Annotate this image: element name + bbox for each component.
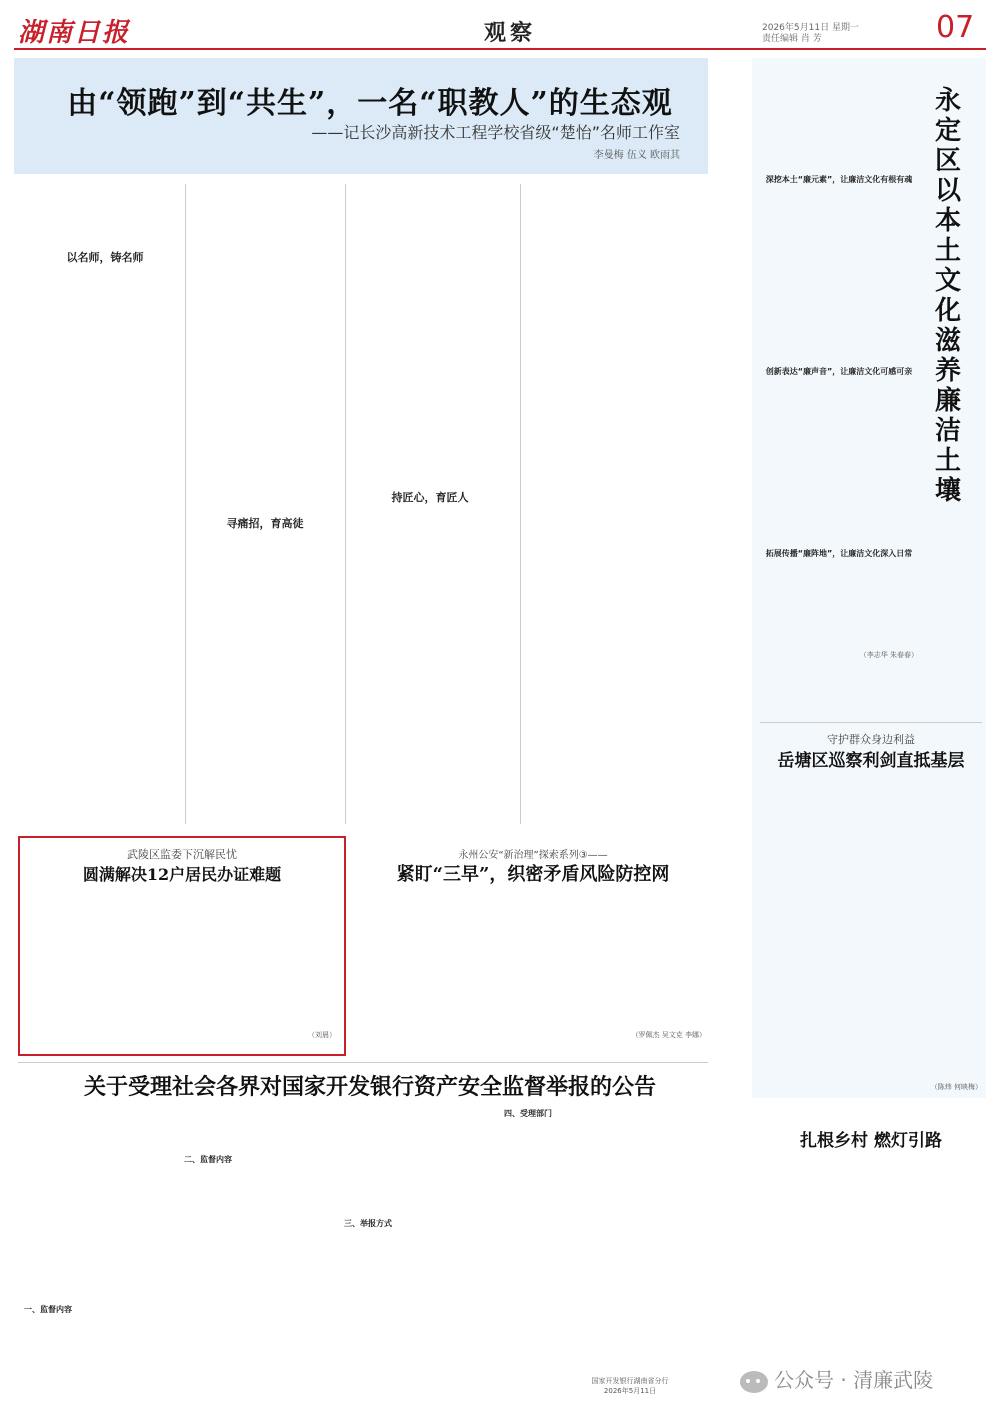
mid-article-signature: （罗佩杰 吴文克 李娜） xyxy=(631,1031,706,1039)
boxed-article-body xyxy=(188,890,336,1050)
sidebar-signature: （李志华 朱春春） xyxy=(859,651,918,659)
watermark-text: 公众号 · 清廉武陵 xyxy=(774,1368,934,1392)
mid-article-body xyxy=(366,890,532,1050)
notice-column-4 xyxy=(504,1104,704,1394)
masthead xyxy=(14,10,986,50)
mid-article-kicker: 永州公安“新治理”探索系列③—— xyxy=(458,850,608,861)
column-rule xyxy=(520,184,521,824)
sidebar-vertical-title: 永定区以本土文化滋养廉洁土壤 xyxy=(934,86,961,506)
right-article2-body xyxy=(760,1154,982,1354)
lead-column-4 xyxy=(530,184,700,824)
lead-section-head: 以名师，铸名师 xyxy=(66,251,144,264)
lead-subtitle: ——记长沙高新技术工程学校省级“楚怡”名师工作室 xyxy=(311,123,680,142)
right-article-kicker: 守护群众身边利益 xyxy=(827,733,915,746)
right-article-body xyxy=(760,772,982,1102)
right-article-title: 岳塘区巡察利剑直抵基层 xyxy=(777,751,965,771)
section-rule xyxy=(760,722,982,723)
sidebar-section-head: 深挖本土“廉元素”，让廉洁文化有根有魂 xyxy=(765,175,913,184)
publication-date: 2026年5月11日 星期一 责任编辑 肖 芳 xyxy=(762,23,859,44)
notice-section-head: 二、监督内容 xyxy=(184,1155,232,1164)
lead-column-2 xyxy=(190,184,340,824)
newspaper-logo: 湖南日报 xyxy=(18,18,131,48)
column-rule xyxy=(185,184,186,824)
boxed-article-body xyxy=(30,890,178,1050)
notice-section-head: 三、举报方式 xyxy=(344,1219,392,1228)
notice-section-head: 一、监督内容 xyxy=(24,1305,72,1314)
lead-section-head: 持匠心，育匠人 xyxy=(391,491,469,504)
notice-column-3 xyxy=(344,1104,494,1394)
mid-article-body xyxy=(540,890,706,1050)
lead-section-head: 寻痛招，育高徒 xyxy=(226,517,304,530)
column-rule xyxy=(345,184,346,824)
notice-column-1 xyxy=(24,1104,174,1394)
wechat-watermark xyxy=(740,1364,990,1404)
sidebar-section-head: 拓展传播“廉阵地”，让廉洁文化深入日常 xyxy=(765,549,913,558)
right-article-signature: （陈炜 何映梅） xyxy=(930,1083,982,1091)
right-article2-title: 扎根乡村 燃灯引路 xyxy=(800,1131,942,1151)
boxed-article-title: 圆满解决12户居民办证难题 xyxy=(82,865,282,884)
section-name: 观察 xyxy=(484,20,537,46)
section-rule xyxy=(18,1062,708,1063)
notice-title: 关于受理社会各界对国家开发银行资产安全监督举报的公告 xyxy=(83,1074,656,1100)
lead-column-1 xyxy=(30,184,180,824)
page-number: 07 xyxy=(936,10,975,45)
notice-column-2 xyxy=(184,1104,334,1394)
lead-byline: 李曼梅 伍义 欧雨其 xyxy=(593,150,680,161)
boxed-article-kicker: 武陵区监委下沉解民忧 xyxy=(127,848,237,861)
sidebar-body xyxy=(760,64,918,724)
wechat-icon xyxy=(740,1371,768,1393)
lead-column-3 xyxy=(350,184,510,824)
mid-article-title: 紧盯“三早”，织密矛盾风险防控网 xyxy=(396,864,670,885)
notice-signature: 国家开发银行湖南省分行 2026年5月11日 xyxy=(591,1377,669,1395)
boxed-article-signature: （刘晨） xyxy=(308,1031,336,1039)
sidebar-section-head: 创新表达“廉声音”，让廉洁文化可感可亲 xyxy=(765,367,913,376)
lead-title: 由“领跑”到“共生”，一名“职教人”的生态观 xyxy=(67,86,673,121)
notice-section-head: 四、受理部门 xyxy=(504,1109,552,1118)
